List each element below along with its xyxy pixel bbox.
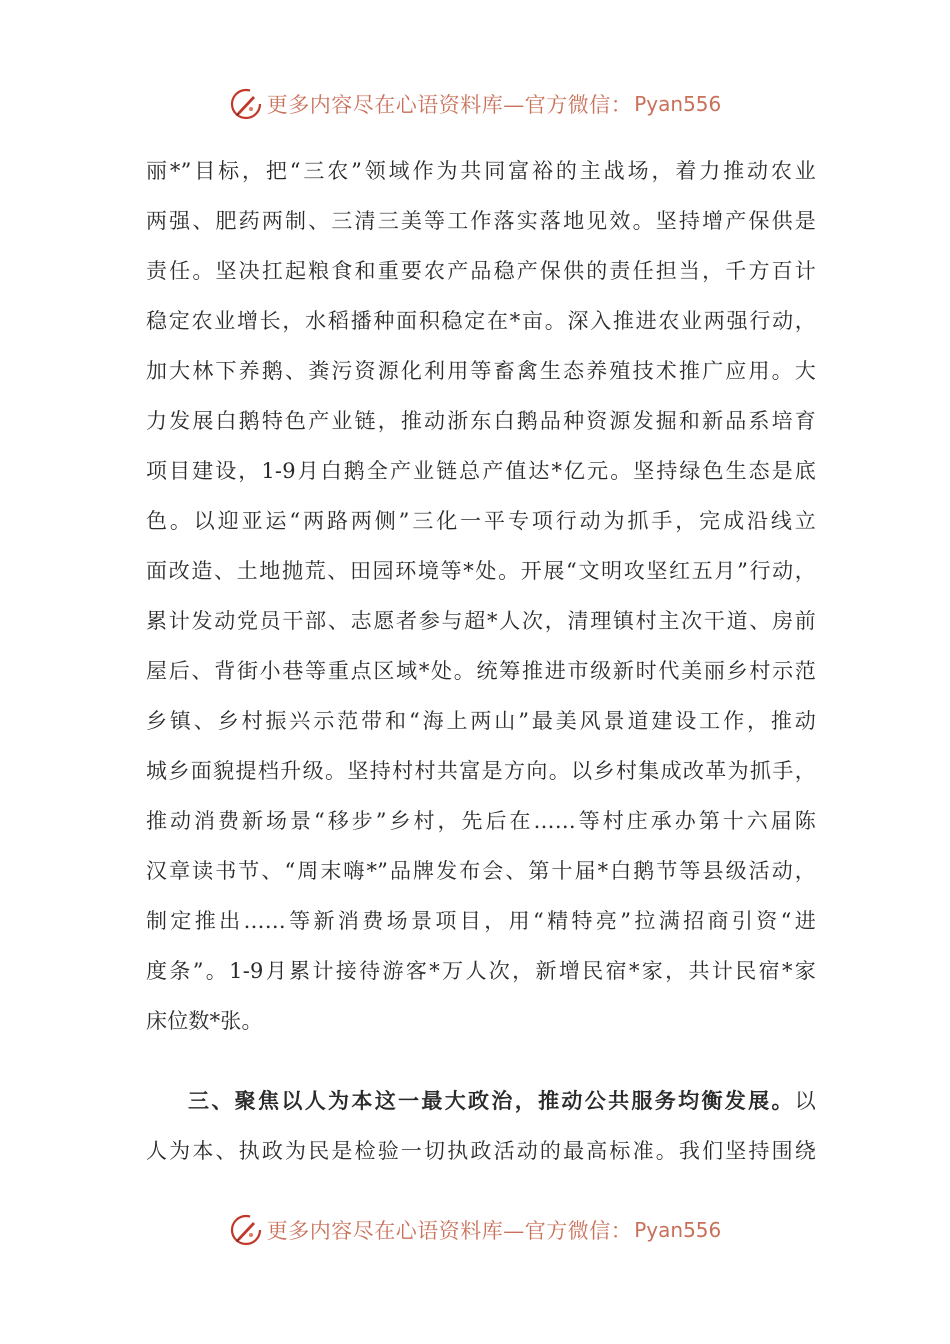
paragraph-line: 汉章读书节、“周末嗨*”品牌发布会、第十届*白鹅节等县级活动， [146,859,816,883]
document-body [146,146,816,1176]
watermark-text: 更多内容尽在心语资料库—官方微信： [266,93,633,117]
watermark-logo-icon [229,1213,263,1247]
watermark-text: 更多内容尽在心语资料库—官方微信： [266,1219,633,1243]
watermark-wechat-id: Pyan556 [634,92,722,116]
paragraph-line: 两强、肥药两制、三清三美等工作落实落地见效。坚持增产保供是 [146,209,816,233]
section-heading-tail: 以 [794,1089,816,1113]
paragraph-line: 床位数*张。 [146,1009,263,1033]
watermark-footer [0,1210,950,1250]
paragraph-line: 稳定农业增长，水稻播种面积稳定在*亩。深入推进农业两强行动， [146,309,816,333]
paragraph-line: 力发展白鹅特色产业链，推动浙东白鹅品种资源发掘和新品系培育 [146,409,816,433]
paragraph-line: 丽*”目标，把“三农”领域作为共同富裕的主战场，着力推动农业 [146,159,816,183]
watermark-wechat-id: Pyan556 [634,1218,722,1242]
paragraph-line: 项目建设，1-9月白鹅全产业链总产值达*亿元。坚持绿色生态是底 [146,459,816,483]
watermark-header [0,84,950,124]
section-heading-line [146,1076,816,1126]
paragraph-line: 城乡面貌提档升级。坚持村村共富是方向。以乡村集成改革为抓手， [146,759,816,783]
paragraph-line: 推动消费新场景“移步”乡村，先后在……等村庄承办第十六届陈 [146,809,816,833]
paragraph-line: 乡镇、乡村振兴示范带和“海上两山”最美风景道建设工作，推动 [146,709,816,733]
paragraph-line: 累计发动党员干部、志愿者参与超*人次，清理镇村主次干道、房前 [146,609,816,633]
paragraph-line: 面改造、土地抛荒、田园环境等*处。开展“文明攻坚红五月”行动， [146,559,816,583]
paragraph-line: 制定推出……等新消费场景项目，用“精特亮”拉满招商引资“进 [146,909,816,933]
paragraph-line: 人为本、执政为民是检验一切执政活动的最高标准。我们坚持围绕 [146,1139,816,1163]
watermark-logo-icon [229,87,263,121]
paragraph-line: 加大林下养鹅、粪污资源化利用等畜禽生态养殖技术推广应用。大 [146,359,816,383]
paragraph-line: 色。以迎亚运“两路两侧”三化一平专项行动为抓手，完成沿线立 [146,509,816,533]
paragraph-line: 屋后、背街小巷等重点区域*处。统筹推进市级新时代美丽乡村示范 [146,659,816,683]
paragraph-line: 责任。坚决扛起粮食和重要农产品稳产保供的责任担当，千方百计 [146,259,816,283]
paragraph-line: 度条”。1-9月累计接待游客*万人次，新增民宿*家，共计民宿*家 [146,959,816,983]
section-heading: 三、聚焦以人为本这一最大政治，推动公共服务均衡发展。 [188,1088,795,1113]
